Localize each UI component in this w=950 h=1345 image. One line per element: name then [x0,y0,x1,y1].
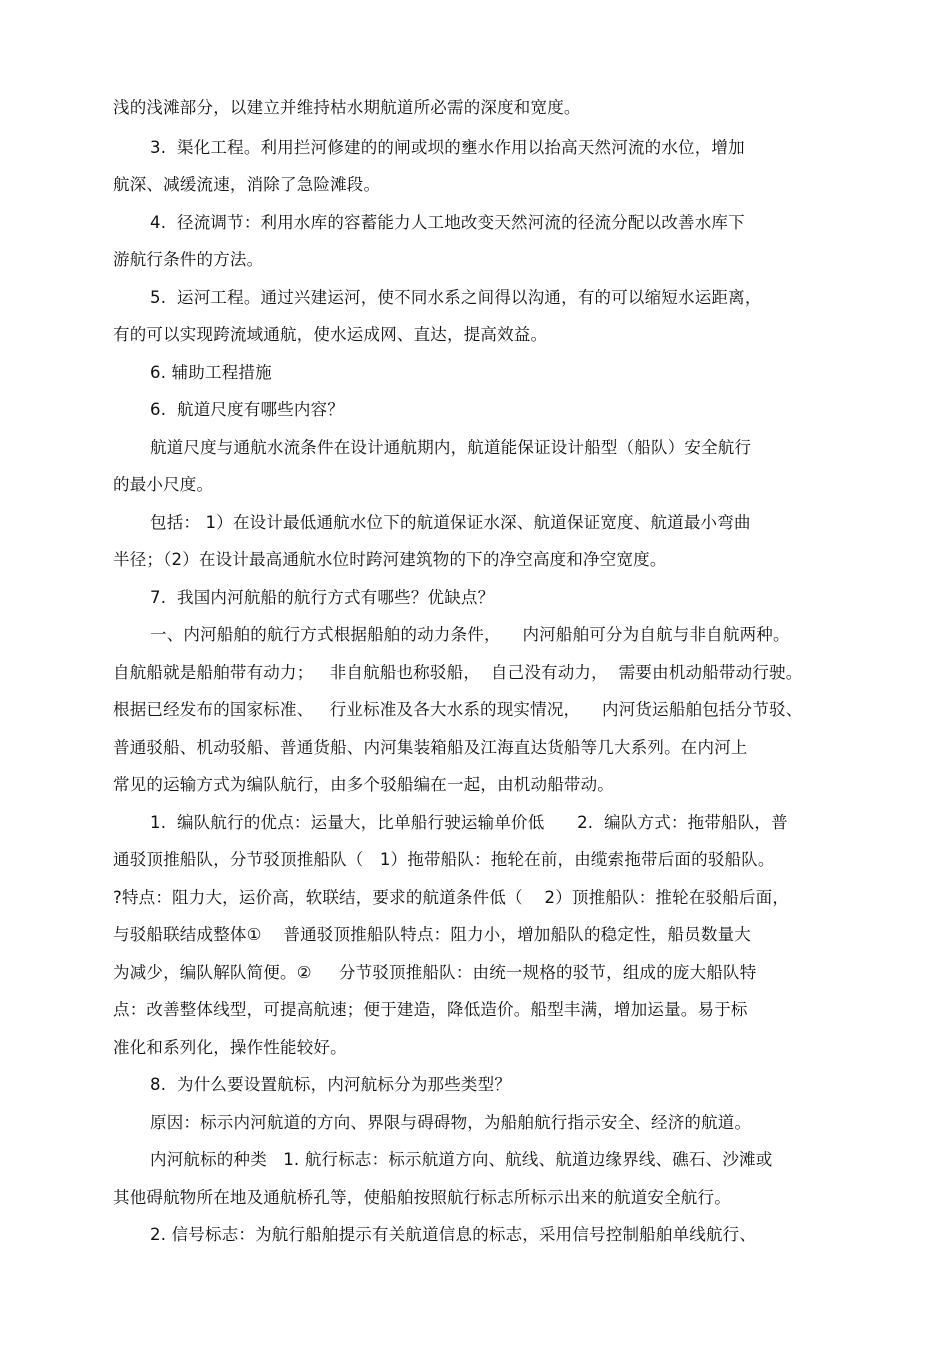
text-line: 游航行条件的方法。 [113,250,264,269]
text-line: 通驳顶推船队，分节驳顶推船队（ 1）拖带船队：拖轮在前，由缆索拖带后面的驳船队。 [113,850,775,869]
text-line: 3. 渠化工程。利用拦河修建的的闸或坝的壅水作用以抬高天然河流的水位，增加 [150,138,745,157]
text-line: 6. 辅助工程措施 [150,363,272,382]
text-line: 的最小尺度。 [113,475,214,494]
text-line: 常见的运输方式为编队航行，由多个驳船编在一起，由机动船带动。 [113,775,614,794]
text-line: 与驳船联结成整体① 普通驳顶推船队特点：阻力小，增加船队的稳定性，船员数量大 [113,925,751,944]
text-line: 原因：标示内河航道的方向、界限与碍碍物，为船舶航行指示安全、经济的航道。 [150,1113,752,1132]
text-line: 航道尺度与通航水流条件在设计通航期内，航道能保证设计船型（船队）安全航行 [150,438,752,457]
text-line: 准化和系列化，操作性能较好。 [113,1038,347,1057]
text-line: 半径；（2）在设计最高通航水位时跨河建筑物的下的净空高度和净空宽度。 [113,550,667,569]
text-line: 为减少，编队解队简便。② 分节驳顶推船队：由统一规格的驳节，组成的庞大船队特 [113,963,757,982]
text-line: 航深、减缓流速，消除了急险滩段。 [113,175,381,194]
text-line: 6. 航道尺度有哪些内容？ [150,400,345,419]
text-line: 包括： 1）在设计最低通航水位下的航道保证水深、航道保证宽度、航道最小弯曲 [150,513,751,532]
text-line: 5. 运河工程。通过兴建运河，使不同水系之间得以沟通，有的可以缩短水运距离， [150,288,762,307]
text-line: 自航船就是船舶带有动力； 非自航船也称驳船， 自己没有动力， 需要由机动船带动行驶。 [113,663,803,682]
text-line: 2. 信号标志：为航行船舶提示有关航道信息的标志，采用信号控制船舶单线航行、 [150,1225,757,1244]
text-line: 4. 径流调节：利用水库的容蓄能力人工地改变天然河流的径流分配以改善水库下 [150,213,745,232]
text-line: 7. 我国内河航船的航行方式有哪些？优缺点？ [150,588,495,607]
text-line: 有的可以实现跨流域通航，使水运成网、直达，提高效益。 [113,325,548,344]
text-line: 其他碍航物所在地及通航桥孔等，使船舶按照航行标志所标示出来的航道安全航行。 [113,1188,731,1207]
text-line: 普通驳船、机动驳船、普通货船、内河集装箱船及江海直达货船等几大系列。在内河上 [113,738,748,757]
text-line: 点：改善整体线型，可提高航速；便于建造，降低造价。船型丰满，增加运量。易于标 [113,1000,748,1019]
text-line: 浅的浅滩部分，以建立并维持枯水期航道所必需的深度和宽度。 [113,98,581,117]
text-line: 8. 为什么要设置航标，内河航标分为那些类型？ [150,1075,512,1094]
text-line: 根据已经发布的国家标准、 行业标准及各大水系的现实情况， 内河货运船舶包括分节驳、 [113,700,803,719]
text-line: 一、内河船舶的航行方式根据船舶的动力条件， 内河船舶可分为自航与非自航两种。 [150,625,790,644]
text-line: 内河航标的种类 1. 航行标志：标示航道方向、航线、航道边缘界线、礁石、沙滩或 [150,1150,773,1169]
text-line: ?特点：阻力大，运价高，软联结，要求的航道条件低（ 2）顶推船队：推轮在驳船后面， [113,888,790,907]
text-line: 1. 编队航行的优点：运量大，比单船行驶运输单价低 2. 编队方式：拖带船队，普 [150,813,788,832]
